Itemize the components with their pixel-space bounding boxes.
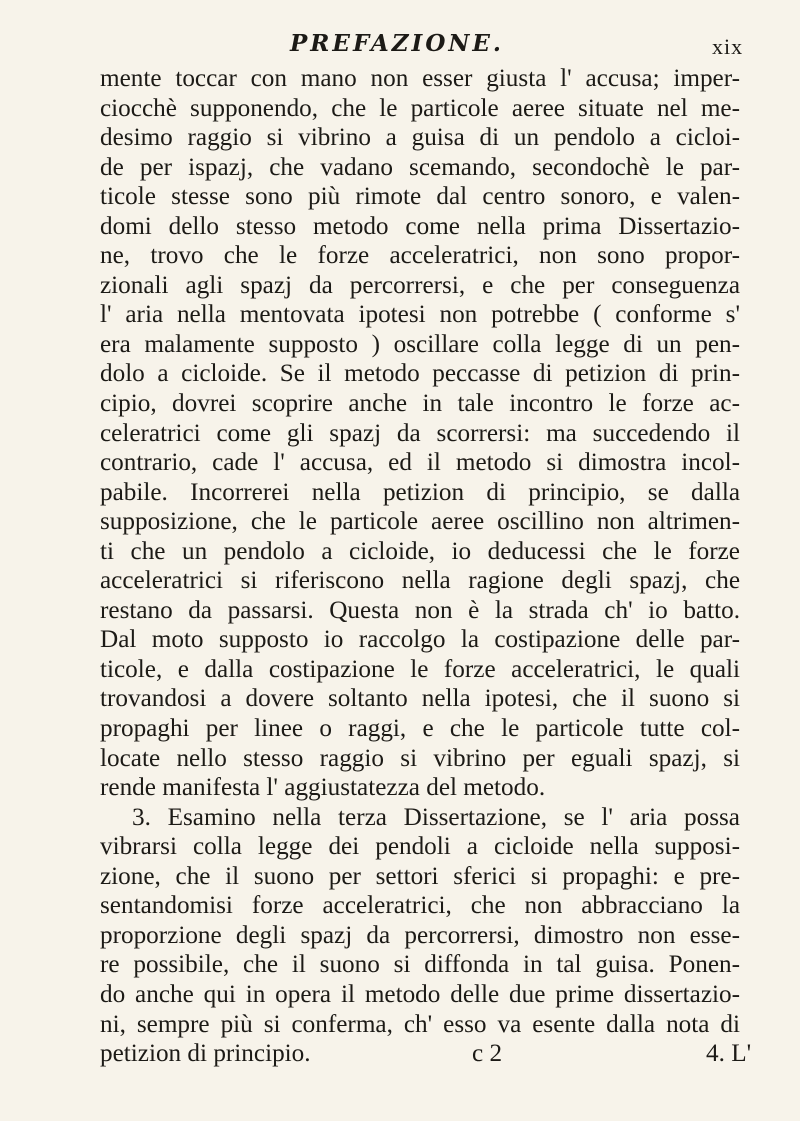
text-line: re possibile, che il suono si diffonda in tal guisa. Ponen- xyxy=(100,951,740,979)
page-number: xix xyxy=(712,34,744,59)
text-line: do anche qui in opera il metodo delle due prime dissertazio- xyxy=(100,980,740,1008)
body-text xyxy=(100,64,752,1069)
text-line: supposizione, che le particole aeree oscillino non altrimen- xyxy=(100,508,740,536)
text-line: restano da passarsi. Questa non è la strada ch' io batto. xyxy=(100,596,740,624)
text-line: pabile. Incorrerei nella petizion di principio, se dalla xyxy=(100,478,740,506)
running-head xyxy=(0,30,800,66)
text-line: trovandosi a dovere soltanto nella ipotesi, che il suono si xyxy=(100,685,740,713)
paragraph-2 xyxy=(100,803,752,1069)
text-line: ticole, e dalla costipazione le forze acceleratrici, le quali xyxy=(100,655,740,683)
text-line: 3. Esamino nella terza Dissertazione, se l' aria possa xyxy=(132,803,740,831)
text-line: acceleratrici si riferiscono nella ragione degli spazj, che xyxy=(100,567,740,595)
text-line: ti che un pendolo a cicloide, io deducessi che le forze xyxy=(100,537,740,565)
text-line: locate nello stesso raggio si vibrino per eguali spazj, si xyxy=(100,744,740,772)
final-line xyxy=(100,1039,752,1069)
text-line: ciocchè supponendo, che le particole aeree situate nel me- xyxy=(100,94,740,122)
text-line: ne, trovo che le forze acceleratrici, non sono propor- xyxy=(100,242,740,270)
text-line: era malamente supposto ) oscillare colla legge di un pen- xyxy=(100,330,740,358)
text-line: domi dello stesso metodo come nella prima Dissertazio- xyxy=(100,212,740,240)
text-line: desimo raggio si vibrino a guisa di un pendolo a cicloi- xyxy=(100,124,740,152)
text-line: Dal moto supposto io raccolgo la costipazione delle par- xyxy=(100,626,740,654)
text-line: l' aria nella mentovata ipotesi non potrebbe ( conforme s' xyxy=(100,301,740,329)
final-line-text: petizion di principio. xyxy=(100,1040,311,1068)
text-line: sentandomisi forze acceleratrici, che non abbracciano la xyxy=(100,892,740,920)
running-title: PREFAZIONE. xyxy=(290,30,504,57)
text-line: mente toccar con mano non esser giusta l' accusa; imper- xyxy=(100,65,740,92)
text-line: celeratrici come gli spazj da scorrersi: ma succedendo il xyxy=(100,419,740,447)
text-line: cipio, dovrei scoprire anche in tale incontro le forze ac- xyxy=(100,390,740,418)
text-line: proporzione degli spazj da percorrersi, dimostro non esse- xyxy=(100,921,740,949)
catchword: 4. L' xyxy=(706,1040,752,1068)
text-line: dolo a cicloide. Se il metodo peccasse di petizion di prin- xyxy=(100,360,740,388)
signature-mark: c 2 xyxy=(472,1040,503,1068)
text-line: contrario, cade l' accusa, ed il metodo si dimostra incol- xyxy=(100,449,740,477)
text-line: rende manifesta l' aggiustatezza del metodo. xyxy=(100,774,546,802)
text-line: vibrarsi colla legge dei pendoli a cicloide nella supposi- xyxy=(100,833,740,861)
text-line: propaghi per linee o raggi, e che le particole tutte col- xyxy=(100,715,740,743)
text-line: zione, che il suono per settori sferici si propaghi: e pre- xyxy=(100,862,740,890)
text-line: de per ispazj, che vadano scemando, secondochè le par- xyxy=(100,153,740,181)
paragraph-1 xyxy=(100,64,740,803)
text-line: zionali agli spazj da percorrersi, e che per conseguenza xyxy=(100,271,740,299)
text-line: ni, sempre più si conferma, ch' esso va esente dalla nota di xyxy=(100,1010,740,1038)
text-line: ticole stesse sono più rimote dal centro sonoro, e valen- xyxy=(100,183,740,211)
